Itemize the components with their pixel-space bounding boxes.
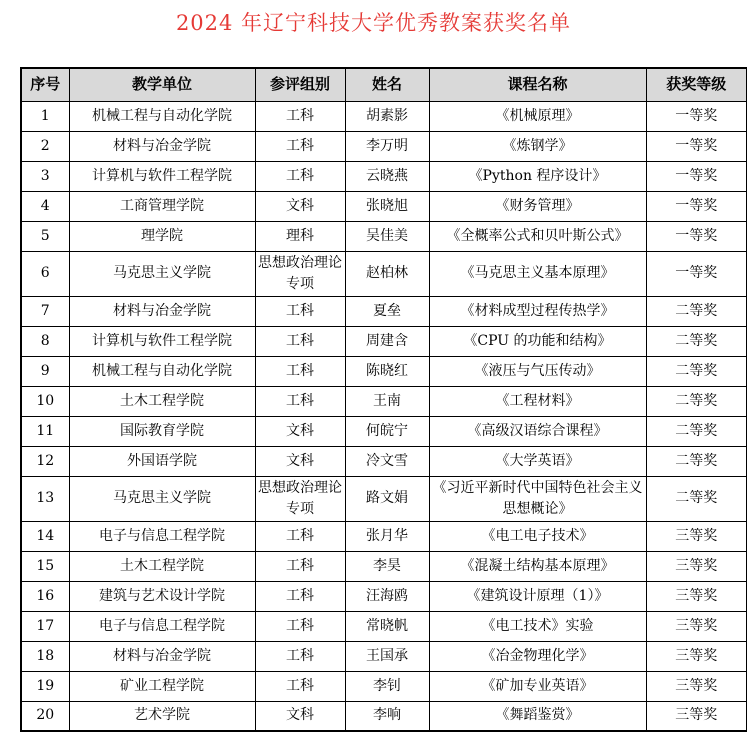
cell-course: 《马克思主义基本原理》 (429, 251, 646, 296)
cell-group: 工科 (255, 131, 345, 161)
cell-unit: 计算机与软件工程学院 (69, 326, 255, 356)
cell-no: 8 (21, 326, 69, 356)
cell-name: 李钊 (345, 671, 429, 701)
cell-unit: 土木工程学院 (69, 551, 255, 581)
cell-group: 思想政治理论专项 (255, 476, 345, 521)
header-cell-group: 参评组别 (255, 68, 345, 101)
cell-name: 吴佳美 (345, 221, 429, 251)
cell-no: 3 (21, 161, 69, 191)
cell-award: 二等奖 (646, 356, 747, 386)
cell-course: 《机械原理》 (429, 101, 646, 131)
cell-award: 二等奖 (646, 416, 747, 446)
cell-name: 路文娟 (345, 476, 429, 521)
cell-name: 王国承 (345, 641, 429, 671)
cell-no: 18 (21, 641, 69, 671)
cell-unit: 建筑与艺术设计学院 (69, 581, 255, 611)
cell-award: 三等奖 (646, 611, 747, 641)
table-row (21, 476, 747, 521)
cell-unit: 矿业工程学院 (69, 671, 255, 701)
cell-no: 1 (21, 101, 69, 131)
cell-course: 《建筑设计原理（1）》 (429, 581, 646, 611)
cell-no: 12 (21, 446, 69, 476)
cell-unit: 电子与信息工程学院 (69, 611, 255, 641)
cell-no: 5 (21, 221, 69, 251)
cell-unit: 马克思主义学院 (69, 251, 255, 296)
table-row (21, 446, 747, 476)
cell-course: 《工程材料》 (429, 386, 646, 416)
cell-group: 工科 (255, 611, 345, 641)
cell-group: 工科 (255, 671, 345, 701)
cell-group: 工科 (255, 101, 345, 131)
cell-group: 思想政治理论专项 (255, 251, 345, 296)
header-cell-course: 课程名称 (429, 68, 646, 101)
table-row (21, 251, 747, 296)
cell-group: 工科 (255, 296, 345, 326)
cell-unit: 土木工程学院 (69, 386, 255, 416)
cell-group: 工科 (255, 581, 345, 611)
table-row (21, 581, 747, 611)
cell-award: 一等奖 (646, 101, 747, 131)
cell-award: 一等奖 (646, 131, 747, 161)
cell-name: 冷文雪 (345, 446, 429, 476)
table-row (21, 416, 747, 446)
cell-name: 王南 (345, 386, 429, 416)
cell-no: 20 (21, 701, 69, 731)
cell-award: 一等奖 (646, 251, 747, 296)
table-row (21, 386, 747, 416)
cell-unit: 计算机与软件工程学院 (69, 161, 255, 191)
cell-course: 《矿加专业英语》 (429, 671, 646, 701)
cell-no: 11 (21, 416, 69, 446)
cell-group: 理科 (255, 221, 345, 251)
cell-no: 19 (21, 671, 69, 701)
cell-award: 三等奖 (646, 581, 747, 611)
cell-name: 云晓燕 (345, 161, 429, 191)
cell-unit: 材料与冶金学院 (69, 131, 255, 161)
cell-no: 6 (21, 251, 69, 296)
cell-group: 文科 (255, 416, 345, 446)
cell-name: 赵柏林 (345, 251, 429, 296)
cell-course: 《高级汉语综合课程》 (429, 416, 646, 446)
cell-course: 《材料成型过程传热学》 (429, 296, 646, 326)
cell-no: 10 (21, 386, 69, 416)
cell-award: 三等奖 (646, 671, 747, 701)
cell-course: 《混凝土结构基本原理》 (429, 551, 646, 581)
cell-course: 《舞蹈鉴赏》 (429, 701, 646, 731)
table-row (21, 161, 747, 191)
table-row (21, 641, 747, 671)
cell-award: 三等奖 (646, 701, 747, 731)
cell-course: 《炼钢学》 (429, 131, 646, 161)
cell-award: 一等奖 (646, 191, 747, 221)
cell-unit: 工商管理学院 (69, 191, 255, 221)
cell-award: 二等奖 (646, 386, 747, 416)
cell-course: 《习近平新时代中国特色社会主义思想概论》 (429, 476, 646, 521)
cell-name: 陈晓红 (345, 356, 429, 386)
cell-unit: 材料与冶金学院 (69, 641, 255, 671)
cell-course: 《电工电子技术》 (429, 521, 646, 551)
page-title: 2024 年辽宁科技大学优秀教案获奖名单 (175, 11, 572, 35)
cell-name: 胡素影 (345, 101, 429, 131)
cell-course: 《CPU 的功能和结构》 (429, 326, 646, 356)
cell-group: 工科 (255, 641, 345, 671)
cell-award: 一等奖 (646, 161, 747, 191)
cell-unit: 机械工程与自动化学院 (69, 101, 255, 131)
cell-award: 三等奖 (646, 521, 747, 551)
cell-award: 二等奖 (646, 296, 747, 326)
header-cell-no: 序号 (21, 68, 69, 101)
table-row (21, 326, 747, 356)
header-cell-unit: 教学单位 (69, 68, 255, 101)
cell-name: 李响 (345, 701, 429, 731)
cell-name: 周建含 (345, 326, 429, 356)
cell-group: 工科 (255, 386, 345, 416)
cell-no: 16 (21, 581, 69, 611)
table-row (21, 521, 747, 551)
cell-name: 何皖宁 (345, 416, 429, 446)
cell-course: 《电工技术》实验 (429, 611, 646, 641)
cell-no: 14 (21, 521, 69, 551)
cell-no: 9 (21, 356, 69, 386)
cell-award: 三等奖 (646, 551, 747, 581)
table-row (21, 701, 747, 731)
cell-name: 夏垒 (345, 296, 429, 326)
cell-award: 二等奖 (646, 446, 747, 476)
table-row (21, 191, 747, 221)
cell-unit: 理学院 (69, 221, 255, 251)
cell-unit: 材料与冶金学院 (69, 296, 255, 326)
table-row (21, 296, 747, 326)
cell-no: 4 (21, 191, 69, 221)
table-body (21, 101, 747, 731)
cell-course: 《财务管理》 (429, 191, 646, 221)
cell-name: 李万明 (345, 131, 429, 161)
cell-no: 2 (21, 131, 69, 161)
cell-course: 《Python 程序设计》 (429, 161, 646, 191)
table-row (21, 101, 747, 131)
cell-no: 13 (21, 476, 69, 521)
header-cell-name: 姓名 (345, 68, 429, 101)
cell-name: 常晓帆 (345, 611, 429, 641)
cell-unit: 马克思主义学院 (69, 476, 255, 521)
cell-unit: 机械工程与自动化学院 (69, 356, 255, 386)
cell-course: 《大学英语》 (429, 446, 646, 476)
awards-table (20, 67, 747, 732)
table-row (21, 131, 747, 161)
table-row (21, 221, 747, 251)
cell-name: 张月华 (345, 521, 429, 551)
cell-group: 文科 (255, 191, 345, 221)
cell-group: 工科 (255, 521, 345, 551)
cell-no: 7 (21, 296, 69, 326)
cell-unit: 国际教育学院 (69, 416, 255, 446)
cell-group: 工科 (255, 551, 345, 581)
cell-name: 张晓旭 (345, 191, 429, 221)
cell-no: 15 (21, 551, 69, 581)
cell-name: 李昊 (345, 551, 429, 581)
cell-award: 二等奖 (646, 326, 747, 356)
table-row (21, 551, 747, 581)
cell-no: 17 (21, 611, 69, 641)
cell-name: 汪海鸥 (345, 581, 429, 611)
cell-group: 工科 (255, 326, 345, 356)
table-row (21, 671, 747, 701)
cell-group: 工科 (255, 161, 345, 191)
cell-award: 二等奖 (646, 476, 747, 521)
table-header-row (21, 68, 747, 101)
cell-group: 文科 (255, 701, 345, 731)
cell-award: 一等奖 (646, 221, 747, 251)
cell-unit: 电子与信息工程学院 (69, 521, 255, 551)
cell-course: 《液压与气压传动》 (429, 356, 646, 386)
cell-group: 文科 (255, 446, 345, 476)
table-row (21, 611, 747, 641)
cell-unit: 外国语学院 (69, 446, 255, 476)
cell-group: 工科 (255, 356, 345, 386)
cell-award: 三等奖 (646, 641, 747, 671)
cell-course: 《冶金物理化学》 (429, 641, 646, 671)
cell-course: 《全概率公式和贝叶斯公式》 (429, 221, 646, 251)
table-row (21, 356, 747, 386)
header-cell-award: 获奖等级 (646, 68, 747, 101)
cell-unit: 艺术学院 (69, 701, 255, 731)
